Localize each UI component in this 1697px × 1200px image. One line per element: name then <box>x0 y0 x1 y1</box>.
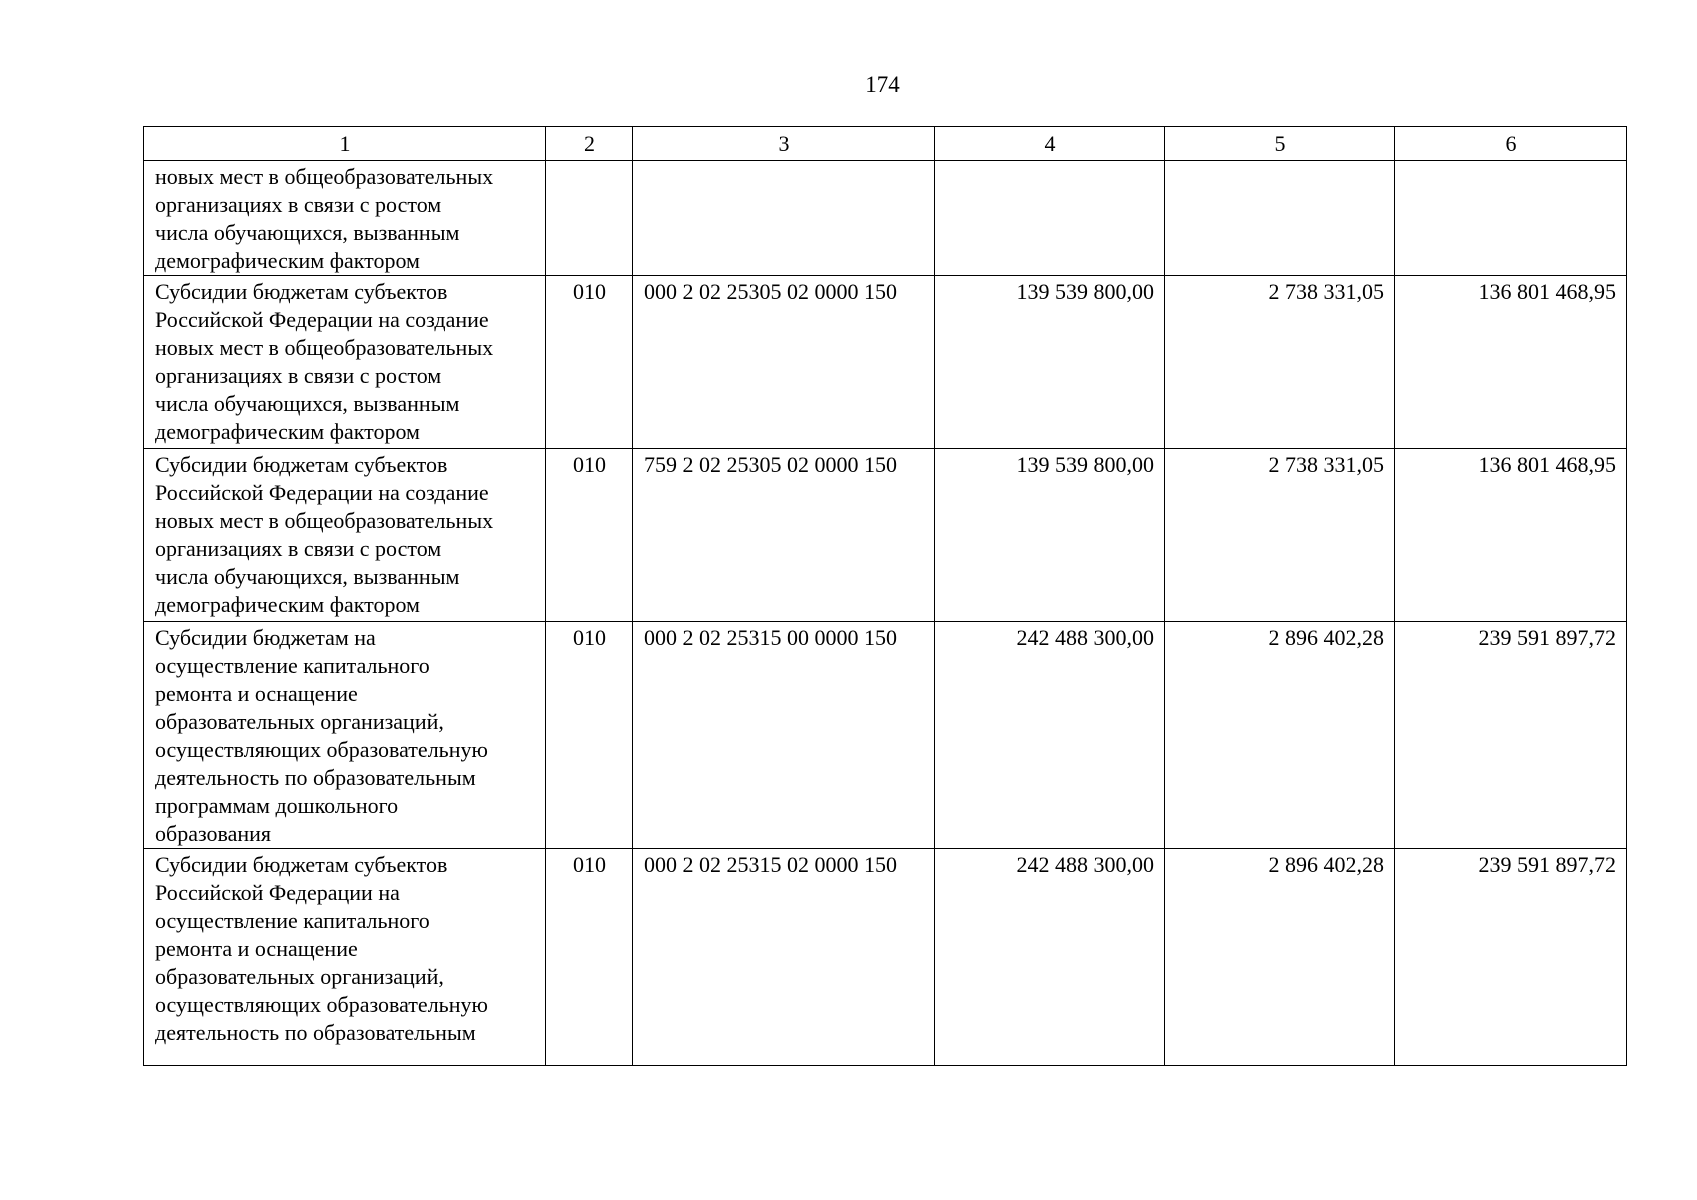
approved-amount-cell: 139 539 800,00 <box>935 449 1165 622</box>
unexecuted-amount-cell <box>1395 161 1627 276</box>
column-number-6: 6 <box>1395 127 1627 161</box>
indicator-name-cell: Субсидии бюджетам на осуществление капитального ремонта и оснащение образовательных организаций, осуществляющих образовательную деятельность по образовательным программам дошкольного образования <box>144 622 546 849</box>
unexecuted-amount-cell: 239 591 897,72 <box>1395 849 1627 1066</box>
row-code-cell: 010 <box>546 449 633 622</box>
column-number-5: 5 <box>1165 127 1395 161</box>
row-code-cell <box>546 161 633 276</box>
column-number-4: 4 <box>935 127 1165 161</box>
unexecuted-amount-cell: 136 801 468,95 <box>1395 276 1627 449</box>
column-number-1: 1 <box>144 127 546 161</box>
table-row <box>144 849 1627 1066</box>
income-code-cell <box>633 161 935 276</box>
executed-amount-cell: 2 896 402,28 <box>1165 622 1395 849</box>
unexecuted-amount-cell: 239 591 897,72 <box>1395 622 1627 849</box>
income-code-cell: 000 2 02 25315 00 0000 150 <box>633 622 935 849</box>
table-row <box>144 622 1627 849</box>
column-number-row <box>144 127 1627 161</box>
executed-amount-cell <box>1165 161 1395 276</box>
executed-amount-cell: 2 896 402,28 <box>1165 849 1395 1066</box>
approved-amount-cell: 139 539 800,00 <box>935 276 1165 449</box>
approved-amount-cell: 242 488 300,00 <box>935 849 1165 1066</box>
table-row <box>144 276 1627 449</box>
column-number-2: 2 <box>546 127 633 161</box>
income-code-cell: 759 2 02 25305 02 0000 150 <box>633 449 935 622</box>
row-code-cell: 010 <box>546 276 633 449</box>
unexecuted-amount-cell: 136 801 468,95 <box>1395 449 1627 622</box>
indicator-name-cell: Субсидии бюджетам субъектов Российской Федерации на создание новых мест в общеобразовательных организациях в связи с ростом числа обучающихся, вызванным демографическим фактором <box>144 276 546 449</box>
approved-amount-cell: 242 488 300,00 <box>935 622 1165 849</box>
income-code-cell: 000 2 02 25305 02 0000 150 <box>633 276 935 449</box>
executed-amount-cell: 2 738 331,05 <box>1165 449 1395 622</box>
budget-table <box>143 126 1627 1066</box>
indicator-name-cell: новых мест в общеобразовательных организациях в связи с ростом числа обучающихся, вызванным демографическим фактором <box>144 161 546 276</box>
indicator-name-cell: Субсидии бюджетам субъектов Российской Федерации на осуществление капитального ремонта и оснащение образовательных организаций, осуществляющих образовательную деятельность по образовательным <box>144 849 546 1066</box>
indicator-name-cell: Субсидии бюджетам субъектов Российской Федерации на создание новых мест в общеобразовательных организациях в связи с ростом числа обучающихся, вызванным демографическим фактором <box>144 449 546 622</box>
table-row <box>144 449 1627 622</box>
column-number-3: 3 <box>633 127 935 161</box>
executed-amount-cell: 2 738 331,05 <box>1165 276 1395 449</box>
table-row <box>144 161 1627 276</box>
row-code-cell: 010 <box>546 849 633 1066</box>
income-code-cell: 000 2 02 25315 02 0000 150 <box>633 849 935 1066</box>
approved-amount-cell <box>935 161 1165 276</box>
row-code-cell: 010 <box>546 622 633 849</box>
page-number: 174 <box>865 72 900 97</box>
